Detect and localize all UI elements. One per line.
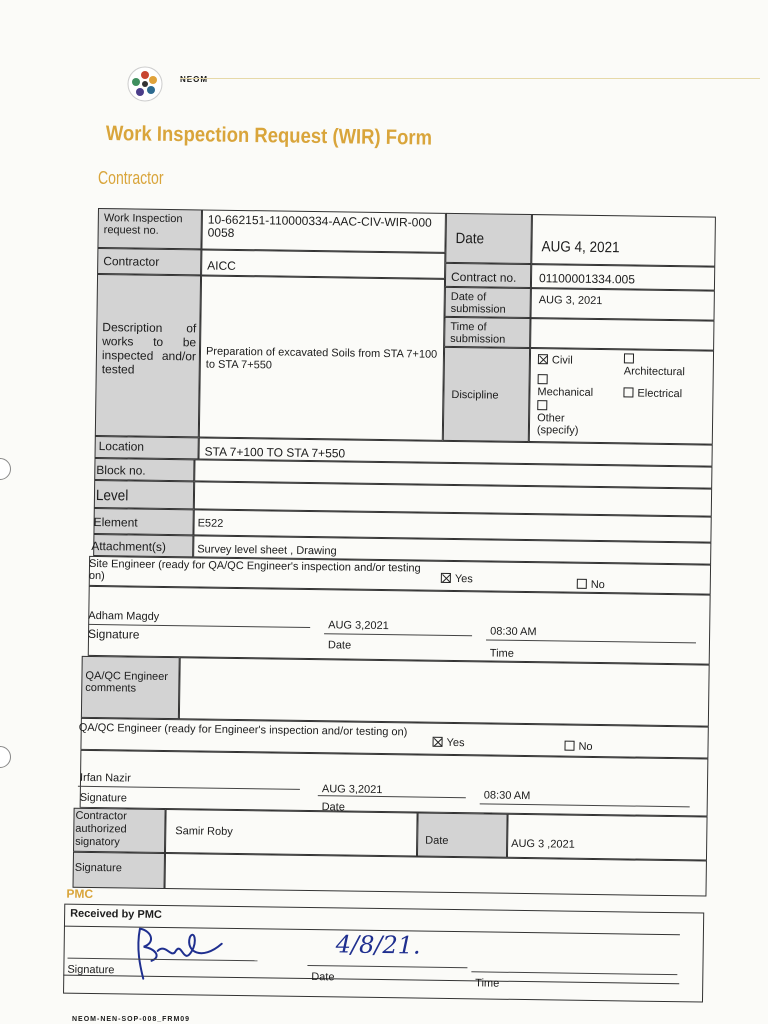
qaqc-no[interactable]: No [564, 741, 592, 753]
discipline-electrical[interactable]: Electrical [623, 387, 682, 400]
authorized-date-cell [507, 814, 708, 861]
site-engineer-date-label: Date [327, 639, 352, 652]
contractor-section-heading: Contractor [98, 168, 164, 188]
qaqc-no-checkbox[interactable] [564, 741, 574, 751]
block-label: Block no. [96, 463, 146, 478]
contractor-cell [201, 249, 445, 278]
site-engineer-date[interactable]: AUG 3,2021 [328, 619, 389, 633]
location-value[interactable]: STA 7+100 TO STA 7+550 [204, 444, 346, 461]
element-value[interactable]: E522 [197, 517, 224, 530]
qaqc-time[interactable]: 08:30 AM [483, 789, 531, 803]
pmc-signature-scribble [131, 921, 232, 982]
discipline-civil[interactable]: Civil [538, 354, 573, 366]
site-no-checkbox[interactable] [577, 579, 587, 589]
time-submission-cell[interactable] [530, 318, 714, 351]
footer-doc-code: NEOM-NEN-SOP-008_FRM09 [72, 1016, 191, 1023]
authorized-date-value[interactable]: AUG 3 ,2021 [511, 837, 575, 851]
discipline-label: Discipline [451, 388, 499, 402]
date-submission-label: Date of submission [450, 290, 506, 316]
discipline-other[interactable]: Other (specify) [537, 400, 597, 437]
other-checkbox[interactable] [537, 400, 547, 410]
authorized-name[interactable]: Samir Roby [175, 825, 233, 838]
neom-logo-icon [127, 66, 163, 102]
qaqc-yes-checkbox[interactable] [433, 737, 443, 747]
site-engineer-ready-label: Site Engineer (ready for QA/QC Engineer's inspection and/or testing on) [88, 557, 421, 583]
qaqc-date[interactable]: AUG 3,2021 [321, 783, 383, 797]
electrical-checkbox[interactable] [623, 387, 633, 397]
qaqc-comments-label: QA/QC Engineer comments [85, 669, 169, 695]
qaqc-signature-label: Signature [79, 791, 127, 805]
qaqc-ready-label: QA/QC Engineer (ready for Engineer's inspection and/or testing on) [78, 721, 408, 739]
pmc-date-value[interactable]: 4/8/21. [335, 930, 421, 960]
site-engineer-name[interactable]: Adham Magdy [88, 609, 160, 623]
site-engineer-time[interactable]: 08:30 AM [490, 625, 537, 639]
element-label: Element [93, 514, 138, 530]
location-label: Location [98, 439, 145, 454]
date-value[interactable]: AUG 4, 2021 [541, 238, 620, 257]
punch-hole-top [0, 458, 11, 480]
header-rule [180, 78, 760, 79]
site-engineer-yes[interactable]: Yes [441, 573, 473, 585]
qaqc-date-label: Date [321, 801, 345, 814]
qaqc-name[interactable]: Irfan Nazir [79, 771, 131, 785]
contract-no-label: Contract no. [450, 269, 517, 285]
qaqc-comments-cell[interactable] [179, 657, 710, 726]
contractor-value[interactable]: AICC [207, 258, 236, 273]
contractor-label: Contractor [103, 254, 160, 269]
qaqc-signature-row [80, 750, 709, 817]
time-submission-label: Time of submission [450, 320, 506, 346]
site-engineer-time-label: Time [489, 647, 514, 660]
authorized-date-label: Date [425, 834, 449, 847]
wir-no-value[interactable]: 10-662151-110000334-AAC-CIV-WIR-0000058 [207, 212, 432, 240]
authorized-label: Contractor authorized signatory [75, 809, 127, 849]
qaqc-yes[interactable]: Yes [432, 737, 464, 749]
mechanical-checkbox[interactable] [538, 374, 548, 384]
brand-name: NEOM [180, 75, 208, 84]
architectural-checkbox[interactable] [624, 353, 634, 363]
pmc-received-label: Received by PMC [70, 907, 162, 921]
site-yes-checkbox[interactable] [441, 573, 451, 583]
description-value[interactable]: Preparation of excavated Soils from STA 7+100 to STA 7+550 [205, 345, 438, 372]
punch-hole-bottom [0, 746, 11, 768]
civil-checkbox[interactable] [538, 354, 548, 364]
authorized-signature-cell[interactable] [164, 853, 706, 897]
authorized-signature-label: Signature [74, 861, 122, 875]
pmc-date-label: Date [311, 971, 335, 984]
site-engineer-signature-label: Signature [87, 626, 140, 642]
attachment-value[interactable]: Survey level sheet , Drawing [197, 543, 337, 558]
date-label: Date [455, 229, 485, 248]
discipline-architectural[interactable]: Architectural [624, 353, 685, 378]
site-engineer-no[interactable]: No [577, 579, 605, 591]
pmc-time-label: Time [475, 977, 500, 990]
description-label: Description of works to be inspected and/or tested [101, 320, 197, 377]
pmc-signature-label: Signature [67, 963, 115, 977]
contract-no-value[interactable]: 01100001334.005 [538, 271, 636, 287]
pmc-heading: PMC [66, 886, 94, 901]
date-submission-value[interactable]: AUG 3, 2021 [538, 294, 603, 308]
page-title: Work Inspection Request (WIR) Form [105, 122, 433, 150]
wir-no-label: Work Inspection request no. [103, 212, 183, 237]
discipline-mechanical[interactable]: Mechanical [537, 374, 593, 399]
level-label: Level [95, 487, 129, 505]
attachment-label: Attachment(s) [91, 538, 167, 554]
